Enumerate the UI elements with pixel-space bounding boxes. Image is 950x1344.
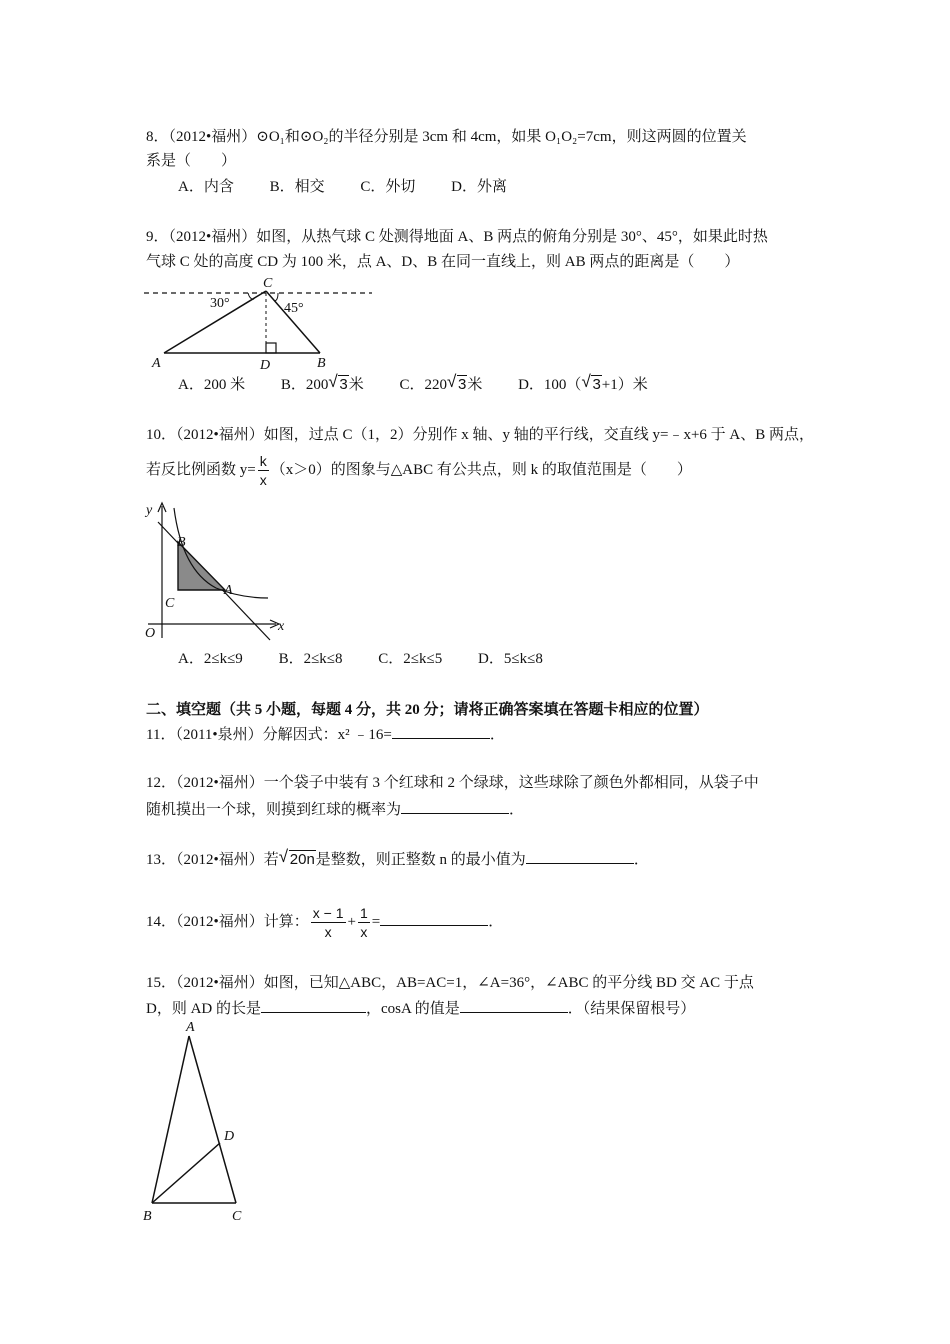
q15-line2-pre: D，则 AD 的长是 [146,1001,261,1017]
q9-option-d [518,372,648,393]
q8-line1: 8．（2012•福州）⊙O₁和⊙O₂的半径分别是 3cm 和 4cm，如果 O₁O₂=7cm，则这两圆的位置关 [146,129,747,145]
q12-line1: 12．（2012•福州）一个袋子中装有 3 个红球和 2 个绿球，这些球除了颜色外都相同，从袋子中 [146,775,759,791]
q14-f2-num: 1 [359,905,368,922]
q10-line1: 10．（2012•福州）如图，过点 C（1，2）分别作 x 轴、y 轴的平行线，交直线 y=﹣x+6 于 A、B 两点， [146,427,815,443]
q9-option-c-unit: 米 [467,377,483,393]
label-a: A [224,583,233,598]
q9-option-d-coef: D．100（ [518,377,582,393]
q13-pre: 13．（2012•福州）若 [146,852,279,868]
q13-answer-blank[interactable] [526,848,634,864]
q9-option-a: A．200 米 [178,377,246,393]
label-b: B [143,1209,152,1224]
q11 [146,723,505,746]
q15-figure [140,1016,260,1226]
q14-fraction-2 [358,904,370,941]
q15-line2-mid: ，cosA 的值是 [366,1001,460,1017]
q12-post: ． [509,802,525,818]
section2-heading: 二、填空题（共 5 小题，每题 4 分，共 20 分；请将正确答案填在答题卡相应的位置） [146,702,709,718]
right-angle-mark [266,343,276,353]
q10-figure [140,500,300,645]
q8-options [178,176,539,198]
q10-frac-den: x [259,472,267,488]
segment-bd [152,1143,220,1203]
q9-option-b [280,372,364,393]
label-y: y [146,503,153,518]
q14-pre: 14．（2012•福州）计算： [146,914,309,930]
q15-ad-answer-blank[interactable] [261,997,366,1013]
label-x: x [278,619,285,634]
q9-option-d-unit: +1）米 [601,377,648,393]
label-a: A [152,356,161,371]
q10-line2-post: （x＞0）的图象与△ABC 有公共点，则 k 的取值范围是（ ） [270,461,692,478]
q8-option-c: C．外切 [360,179,416,195]
label-a: A [186,1020,195,1035]
q10-option-b: B．2≤k≤8 [278,651,343,667]
label-c: C [263,276,273,291]
q13-radicand: 20n [289,851,315,868]
label-o: O [145,626,156,641]
q9-option-b-coef: B．200 [280,377,329,393]
q9-option-c-radicand: 3 [457,376,467,393]
q10-line2 [146,452,692,489]
q9-option-b-radicand: 3 [339,376,348,393]
q11-answer-blank[interactable] [392,723,490,739]
q8-option-d: D．外离 [451,179,507,195]
q10-options [178,648,575,670]
q8-option-b: B．相交 [269,179,325,195]
q12-line2 [146,798,524,821]
label-d: D [260,358,271,373]
q9-options [178,374,680,396]
q9-option-c-sqrt: √ 3 [446,372,467,393]
q8-line2: 系是（ ） [146,153,237,169]
q14-f1-num: x − 1 [312,905,344,922]
q14 [146,902,503,942]
q15-line2-post: ．（结果保留根号） [567,1001,696,1017]
q14-fraction-1 [311,904,346,941]
q10-fraction [258,452,269,489]
q14-answer-blank[interactable] [380,910,488,926]
q10-line2-pre: 若反比例函数 y= [146,461,256,478]
q15-line1: 15．（2012•福州）如图，已知△ABC，AB=AC=1，∠A=36°，∠ABC 的平分线 BD 交 AC 于点 [146,975,754,991]
q9-line1: 9．（2012•福州）如图，从热气球 C 处测得地面 A、B 两点的俯角分别是 30°、45°，如果此时热 [146,229,768,245]
q13 [146,848,649,871]
q9-option-d-sqrt: √ 3 [581,372,601,393]
q13-post: ． [633,852,649,868]
label-c: C [165,596,175,611]
q14-post: ． [488,914,504,930]
q11-text: 11．（2011•泉州）分解因式：x² ﹣16= [146,727,392,743]
label-30deg: 30° [210,296,230,311]
q15-cosa-answer-blank[interactable] [460,997,568,1013]
q9-option-b-unit: 米 [348,377,364,393]
q9-option-d-radicand: 3 [592,376,601,393]
q9-option-c [399,372,483,393]
q10-option-d: D．5≤k≤8 [478,651,543,667]
q11-post: ． [489,727,505,743]
segment-ac [189,1036,236,1203]
q13-sqrt: √ 20n [278,847,315,868]
q9-option-b-sqrt: √ 3 [328,372,348,393]
q8-option-a: A．内含 [178,179,234,195]
q9-option-c-coef: C．220 [399,377,447,393]
q12-answer-blank[interactable] [401,798,509,814]
q10-option-a: A．2≤k≤9 [178,651,243,667]
q14-f2-den: x [360,924,368,941]
q9-line2: 气球 C 处的高度 CD 为 100 米，点 A、D、B 在同一直线上，则 AB 两点的距离是（ ） [146,254,740,270]
q10-frac-num: k [259,453,267,469]
label-b: B [177,535,186,550]
q14-f1-den: x [324,924,332,941]
q14-eq: = [371,914,381,930]
q12-line2-text: 随机摸出一个球，则摸到红球的概率为 [146,802,402,818]
label-c: C [232,1209,242,1224]
q14-plus: + [347,914,356,930]
segment-ab [152,1036,189,1203]
q10-option-c: C．2≤k≤5 [378,651,443,667]
label-b: B [317,356,326,371]
label-d: D [224,1129,235,1144]
q9-figure [140,274,380,374]
q13-mid: 是整数，则正整数 n 的最小值为 [315,852,526,868]
label-45deg: 45° [284,301,304,316]
